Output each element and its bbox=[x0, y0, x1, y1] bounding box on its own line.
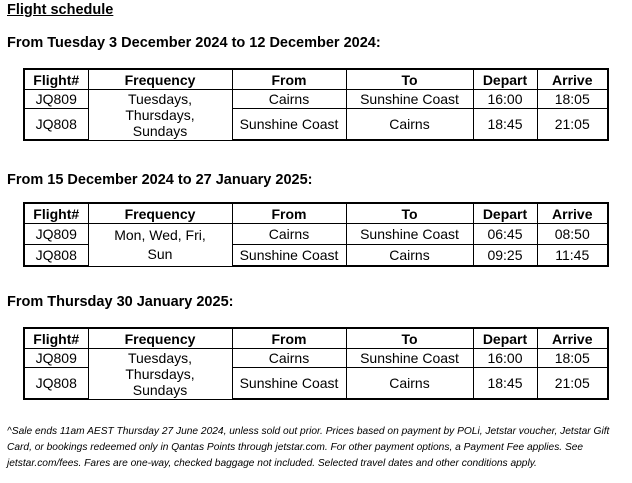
flight-number: JQ809 bbox=[24, 90, 88, 109]
to-cell: Cairns bbox=[346, 245, 473, 267]
table-row bbox=[24, 224, 608, 245]
column-header-from: From bbox=[232, 203, 346, 224]
depart-cell: 18:45 bbox=[473, 109, 537, 141]
column-header-arrive: Arrive bbox=[537, 69, 608, 90]
from-cell: Cairns bbox=[232, 349, 346, 368]
frequency-line: Sun bbox=[147, 245, 173, 262]
flight-number: JQ808 bbox=[24, 368, 88, 400]
frequency-cell bbox=[88, 224, 232, 267]
arrive-cell: 18:05 bbox=[537, 90, 608, 109]
to-cell: Cairns bbox=[346, 109, 473, 141]
table-row bbox=[24, 349, 608, 368]
column-header-flight: Flight# bbox=[24, 328, 88, 349]
depart-cell: 16:00 bbox=[473, 90, 537, 109]
column-header-frequency: Frequency bbox=[88, 203, 232, 224]
arrive-cell: 21:05 bbox=[537, 109, 608, 141]
depart-cell: 09:25 bbox=[473, 245, 537, 267]
column-header-to: To bbox=[346, 203, 473, 224]
frequency-line: Sundays bbox=[132, 381, 188, 398]
schedule-table-2 bbox=[23, 202, 609, 267]
column-header-frequency: Frequency bbox=[88, 69, 232, 90]
column-header-flight: Flight# bbox=[24, 203, 88, 224]
to-cell: Sunshine Coast bbox=[346, 349, 473, 368]
arrive-cell: 18:05 bbox=[537, 349, 608, 368]
frequency-line: Mon, Wed, Fri, bbox=[114, 226, 206, 243]
depart-cell: 06:45 bbox=[473, 224, 537, 245]
table-row bbox=[24, 90, 608, 109]
schedule-table-1 bbox=[23, 68, 609, 141]
column-header-depart: Depart bbox=[473, 69, 537, 90]
from-cell: Sunshine Coast bbox=[232, 368, 346, 400]
column-header-to: To bbox=[346, 328, 473, 349]
from-cell: Cairns bbox=[232, 90, 346, 109]
schedule-table-3 bbox=[23, 327, 609, 400]
column-header-depart: Depart bbox=[473, 328, 537, 349]
to-cell: Sunshine Coast bbox=[346, 224, 473, 245]
depart-cell: 16:00 bbox=[473, 349, 537, 368]
column-header-flight: Flight# bbox=[24, 69, 88, 90]
column-header-depart: Depart bbox=[473, 203, 537, 224]
section-heading-2: From 15 December 2024 to 27 January 2025: bbox=[7, 172, 313, 188]
frequency-line: Sundays bbox=[132, 122, 188, 139]
section-heading-3: From Thursday 30 January 2025: bbox=[7, 294, 234, 310]
arrive-cell: 21:05 bbox=[537, 368, 608, 400]
arrive-cell: 08:50 bbox=[537, 224, 608, 245]
column-header-from: From bbox=[232, 328, 346, 349]
column-header-arrive: Arrive bbox=[537, 328, 608, 349]
depart-cell: 18:45 bbox=[473, 368, 537, 400]
frequency-line: Thursdays, bbox=[125, 106, 195, 123]
frequency-line: Thursdays, bbox=[125, 365, 195, 382]
flight-number: JQ809 bbox=[24, 224, 88, 245]
from-cell: Sunshine Coast bbox=[232, 109, 346, 141]
section-heading-1: From Tuesday 3 December 2024 to 12 December 2024: bbox=[7, 35, 381, 51]
frequency-line: Tuesdays, bbox=[127, 90, 193, 107]
to-cell: Cairns bbox=[346, 368, 473, 400]
page-title: Flight schedule bbox=[7, 2, 114, 18]
flight-number: JQ809 bbox=[24, 349, 88, 368]
arrive-cell: 11:45 bbox=[537, 245, 608, 267]
column-header-to: To bbox=[346, 69, 473, 90]
frequency-line: Tuesdays, bbox=[127, 349, 193, 366]
column-header-arrive: Arrive bbox=[537, 203, 608, 224]
frequency-cell bbox=[88, 349, 232, 400]
to-cell: Sunshine Coast bbox=[346, 90, 473, 109]
frequency-cell bbox=[88, 90, 232, 141]
from-cell: Sunshine Coast bbox=[232, 245, 346, 267]
column-header-from: From bbox=[232, 69, 346, 90]
footnote: ^Sale ends 11am AEST Thursday 27 June 2024, unless sold out prior. Prices based on payment by POLi, Jetstar voucher, Jetstar Gift Card, or bookings redeemed only in Qantas Points through jetstar.com. For other payment options, a Payment Fee applies. See jetstar.com/fees. Fares are one-way, checked baggage not included. Selected travel dates and other conditions apply. bbox=[7, 426, 610, 469]
from-cell: Cairns bbox=[232, 224, 346, 245]
flight-number: JQ808 bbox=[24, 109, 88, 141]
flight-number: JQ808 bbox=[24, 245, 88, 267]
column-header-frequency: Frequency bbox=[88, 328, 232, 349]
